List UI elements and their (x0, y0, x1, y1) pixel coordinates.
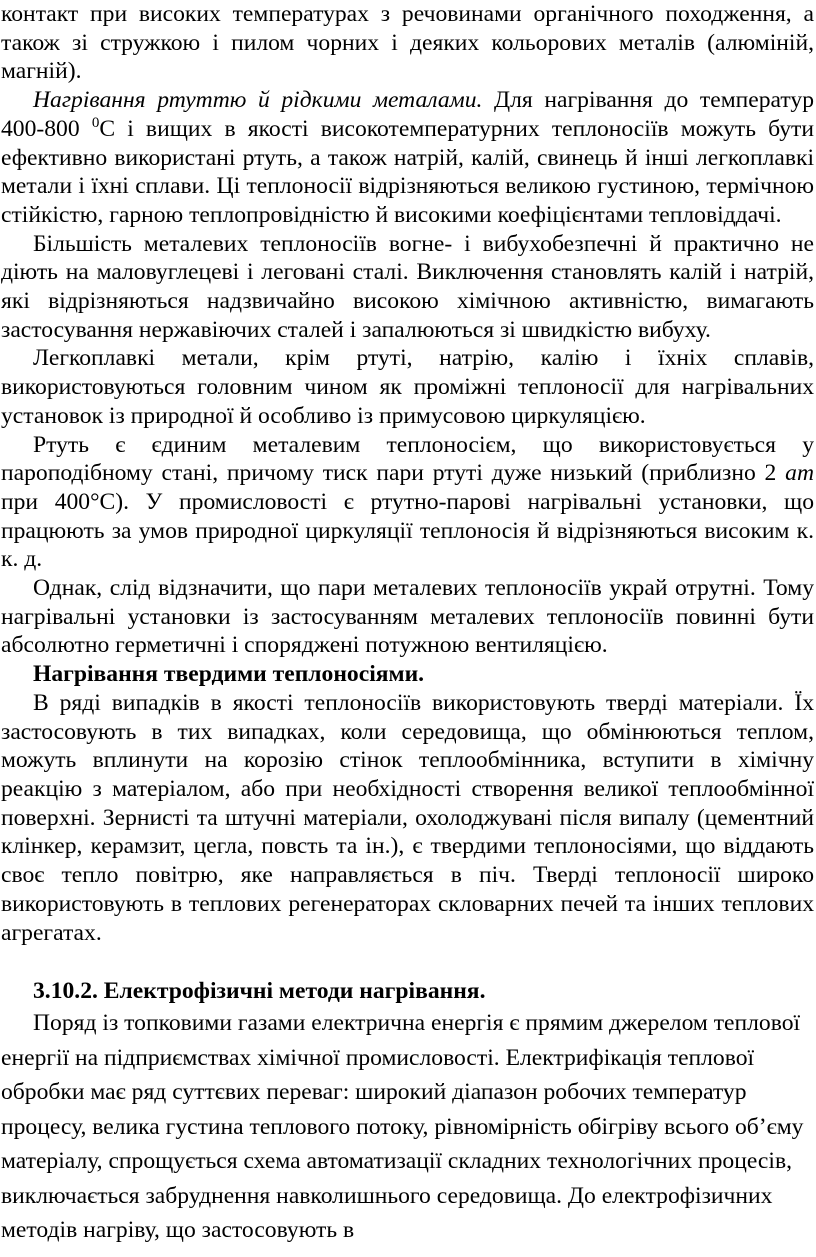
paragraph-solid-heat-carriers: В ряді випадків в якості теплоносіїв використовують тверді матеріали. Їх застосовують в тих випадках, коли середовища, що обмінюються теплом, можуть вплинути на корозію стінок теплообмінника, вступити в хімічну реакцію з матеріалом, або при необхідності створення великої теплообмінної поверхні. Зернисті та штучні матеріали, охолоджувані після випалу (цементний клінкер, керамзит, цегла, повсть та ін.), є твердими теплоносіями, що віддають своє тепло повітрю, яке направляється в піч. Тверді теплоносії широко використовують в теплових регенераторах скловарних печей та інших теплових агрегатах. (1, 689, 814, 946)
paragraph-text: при 400°С). У промисловості є ртутно-парові нагрівальні установки, що працюють за умов природної циркуляції теплоносія й відрізняються високим к. к. д. (1, 488, 814, 573)
spacer (1, 947, 814, 977)
section-heading-line (1, 977, 814, 1006)
paragraph-mercury-heating (1, 86, 814, 230)
paragraph-text: Ртуть є єдиним металевим теплоносієм, що використовується у пароподібному стані, причому тиск пари ртуті дуже низький (приблизно 2 (1, 431, 814, 487)
paragraph-mercury-vapor (1, 431, 814, 575)
paragraph-fusible-metals: Легкоплавкі метали, крім ртуті, натрію, калію і їхніх сплавів, використовуються головним чином як проміжні теплоносії для нагрівальних установок із природної й особливо із примусовою циркуляцією. (1, 345, 814, 429)
degree-superscript: 0 (91, 114, 100, 131)
section-heading: 3.10.2. Електрофізичні методи нагрівання. (33, 978, 486, 1005)
paragraph-metal-safety: Більшість металевих теплоносіїв вогне- і вибухобезпечні й практично не діють на маловуглецеві і леговані сталі. Виключення становлять калій і натрій, які відрізняються надзвичайно високою хімічною активністю, вимагають застосування нержавіючих сталей і запалюються зі швидкістю вибуху. (1, 230, 814, 343)
subheading-solid-heating: Нагрівання твердими теплоносіями. (33, 661, 425, 688)
paragraph-text: Для нагрівання до температур 400-800 (1, 87, 814, 142)
paragraph-toxicity: Однак, слід відзначити, що пари металевих теплоносіїв украй отрутні. Тому нагрівальні установки із застосуванням металевих теплоносіїв повинні бути абсолютно герметичні і споряджені потужною вентиляцією. (1, 575, 814, 659)
subheading-solid-heating-line (1, 660, 814, 689)
subheading-mercury-heating: Нагрівання ртуттю й рідкими металами. (33, 87, 483, 114)
paragraph-electric-heating: Поряд із топковими газами електрична енергія є прямим джерелом теплової енергії на підприємствах хімічної промисловості. Електрифікація теплової обробки має ряд суттєвих переваг: широкий діапазон робочих температур процесу, велика густина теплового потоку, рівномірність обігріву всього об’єму матеріалу, спрощується схема автоматизації складних технологічних процесів, виключається забруднення навколишнього середовища. До електрофізичних методів нагріву, що застосовують в (1, 1009, 804, 1244)
paragraph-intro-continuation: контакт при високих температурах з речовинами органічного походження, а також зі стружкою і пилом чорних і деяких кольорових металів (алюміній, магній). (1, 1, 814, 85)
paragraph-text: С і вищих в якості високотемпературних теплоносіїв можуть бути ефективно використані ртуть, а також натрій, калій, свинець й інші легкоплавкі метали і їхні сплави. Ці теплоносії відрізняються великою густиною, термічною стійкістю, гарною теплопровідністю й високими коефіцієнтами тепловіддачі. (1, 115, 814, 228)
pressure-unit: ат (785, 460, 814, 487)
